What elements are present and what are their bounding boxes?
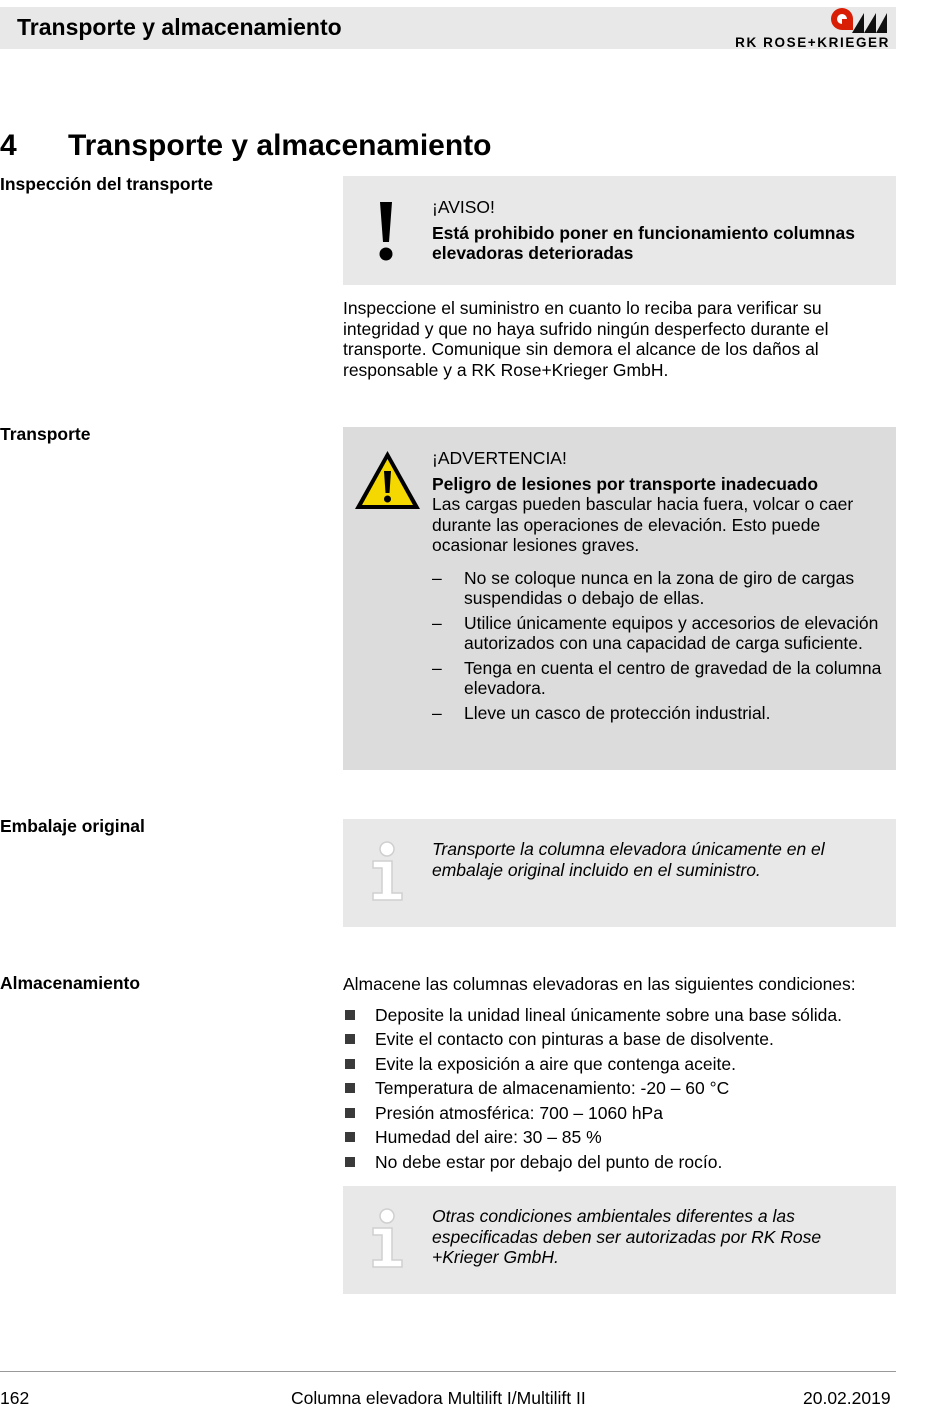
section-label-storage: Almacenamiento (0, 973, 141, 993)
inspection-paragraph: Inspeccione el suministro en cuanto lo reciba para verificar su integridad y que no haya sufrido ningún desperfecto durante el transporte. Comunique sin demora el alcance de los daños al responsable y a RK Rose+Krieger GmbH. (343, 298, 829, 380)
footer-page-number: 162 (0, 1388, 30, 1408)
warning-text: Las cargas pueden bascular hacia fuera, volcar o caer durante las operaciones de elevación. Esto puede ocasionar lesiones graves. (432, 494, 854, 555)
footer-product-name: Columna elevadora Multilift I/Multilift II (291, 1388, 586, 1408)
section-label-inspection: Inspección del transporte (0, 174, 213, 194)
info-box-storage (343, 1186, 896, 1294)
warning-title: Peligro de lesiones por transporte inadecuado (432, 473, 819, 494)
footer-divider (0, 1371, 896, 1372)
list-item: – Utilice únicamente equipos y accesorios de elevación autorizados con una capacidad de carga suficiente. (432, 613, 882, 654)
chapter-heading (0, 128, 492, 164)
notice-content (432, 197, 882, 264)
storage-list (343, 1005, 896, 1173)
list-item: – Tenga en cuenta el centro de gravedad de la columna elevadora. (432, 658, 882, 699)
storage-section (343, 974, 896, 1176)
footer-date: 20.02.2019 (803, 1388, 891, 1408)
info-text-packaging: Transporte la columna elevadora únicamente en el embalaje original incluido en el suministro. (432, 839, 825, 880)
warning-heading: ¡ADVERTENCIA! (432, 448, 567, 468)
chapter-title: Transporte y almacenamiento (68, 129, 492, 162)
info-text-storage: Otras condiciones ambientales diferentes a las especificadas deben ser autorizadas por RK Rose +Krieger GmbH. (432, 1206, 822, 1267)
list-item: Deposite la unidad lineal únicamente sobre una base sólida. (343, 1005, 896, 1026)
notice-text: Está prohibido poner en funcionamiento columnas elevadoras deterioradas (432, 222, 855, 263)
list-item: Presión atmosférica: 700 – 1060 hPa (343, 1103, 896, 1124)
notice-box (343, 176, 896, 285)
warning-content (432, 448, 882, 727)
list-item: – No se coloque nunca en la zona de giro de cargas suspendidas o debajo de ellas. (432, 568, 882, 609)
rk-logo-mark-icon (830, 5, 888, 35)
warning-triangle-icon (353, 449, 422, 511)
warning-box (343, 427, 896, 770)
list-item: Evite el contacto con pinturas a base de disolvente. (343, 1029, 896, 1050)
section-label-transport: Transporte (0, 424, 91, 444)
list-item: Temperatura de almacenamiento: -20 – 60 °C (343, 1078, 896, 1099)
notice-heading: ¡AVISO! (432, 197, 495, 217)
info-icon (370, 1208, 404, 1268)
list-item: Evite la exposición a aire que contenga aceite. (343, 1054, 896, 1075)
list-item: – Lleve un casco de protección industrial. (432, 703, 882, 724)
logo-text: RK ROSE+KRIEGER (735, 35, 890, 50)
section-label-packaging: Embalaje original (0, 816, 145, 836)
info-box-packaging (343, 819, 896, 927)
chapter-number: 4 (0, 129, 17, 162)
list-item: Humedad del aire: 30 – 85 % (343, 1127, 896, 1148)
header-title: Transporte y almacenamiento (17, 14, 342, 40)
storage-intro: Almacene las columnas elevadoras en las siguientes condiciones: (343, 974, 856, 994)
list-item: No debe estar por debajo del punto de rocío. (343, 1152, 896, 1173)
warning-list (432, 568, 882, 724)
exclamation-icon (377, 202, 395, 262)
info-icon (370, 841, 404, 901)
brand-logo (720, 5, 896, 53)
